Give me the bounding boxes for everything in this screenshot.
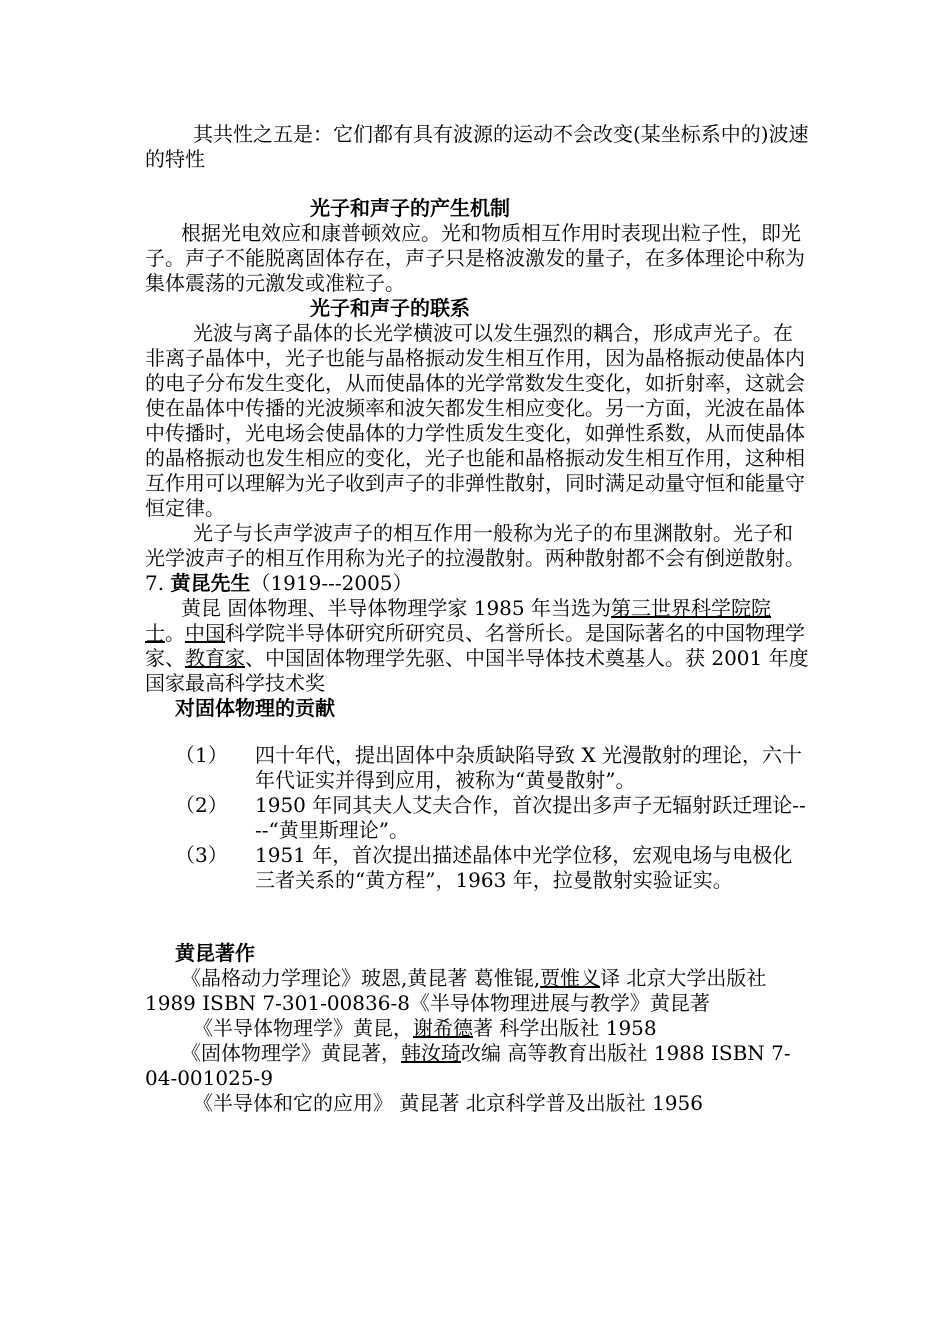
paragraph-scattering: 光子与长声学波声子的相互作用一般称为光子的布里渊散射。光子和光学波声子的相互作用称为光子的拉漫散射。两种散射都不会有倒逆散射。 [145,521,805,570]
document-page [145,122,810,1116]
heading-photon-phonon-relation: 光子和声子的联系 [310,296,470,320]
heading-generation-mechanism: 光子和声子的产生机制 [310,196,510,220]
link-educator[interactable]: 教育家 [185,646,245,670]
contribution-list [145,743,810,893]
section-name: 黄昆先生 [170,571,251,595]
paragraph-relation: 光波与离子晶体的长光学横波可以发生强烈的耦合，形成声光子。在非离子晶体中，光子也能与晶格振动发生相互作用，因为晶格振动使晶体内的电子分布发生变化，从而使晶体的光学常数发生变化，如折射率，这就会使在晶体中传播的光波频率和波矢都发生相应变化。另一方面，光波在晶体中传播时，光电场会使晶体的力学性质发生变化，如弹性系数，从而使晶体的晶格振动也发生相应的变化，光子也能和晶格振动发生相互作用，这种相互作用可以理解为光子收到声子的非弹性散射，同时满足动量守恒和能量守恒定律。 [145,321,805,520]
link-han-ruqi[interactable]: 韩汝琦 [401,1041,461,1065]
paragraph-commonality: 其共性之五是：它们都有具有波源的运动不会改变(某坐标系中的)波速的特性 [145,122,809,171]
list-item [145,793,810,843]
list-text: 四十年代，提出固体中杂质缺陷导致 X 光漫散射的理论，六十年代证实并得到应用，被称为“黄曼散射”。 [255,743,802,792]
link-xie-xide[interactable]: 谢希德 [413,1016,473,1040]
bio-text: 、中国固体物理学先驱、中国半导体技术奠基人。获 2001 年度国家最高科学技术奖 [145,646,809,695]
section-number: 7. [145,571,171,595]
life-years: （1919---2005） [250,571,413,595]
work-entry-semiconductor-applications: 《半导体和它的应用》 黄昆著 北京科学普及出版社 1956 [193,1091,703,1115]
work-text: 译 北京大学出版社 1989 ISBN 7-301-00836-8《半导体物理进展与教学》黄昆著 [145,966,767,1015]
work-text: 著 科学出版社 1958 [473,1016,657,1040]
work-text: 改编 高等教育出版社 1988 ISBN 7-04-001025-9 [145,1041,791,1090]
spacer [145,172,810,196]
heading-works: 黄昆著作 [175,941,255,965]
bio-text: 黄昆 固体物理、半导体物理学家 1985 年当选为 [181,596,611,620]
work-text: 《半导体物理学》黄昆， [193,1016,413,1040]
link-twas-academician[interactable]: 第三世界科学院院士 [145,596,771,645]
list-item [145,843,810,893]
work-text: 《晶格动力学理论》玻恩,黄昆著 葛惟锟, [181,966,541,990]
heading-huang-kun [145,571,810,596]
list-number: （2） [175,793,228,817]
link-jia-weiyi[interactable]: 贾惟义 [540,966,601,990]
bio-text: 。 [165,621,185,645]
work-entry-lattice-dynamics [145,966,810,1016]
list-number: （1） [175,743,228,767]
work-entry-solid-state-physics [145,1041,810,1091]
spacer [145,893,810,941]
list-item [145,743,810,793]
work-text: 《固体物理学》黄昆著， [181,1041,401,1065]
spacer [145,721,810,743]
work-entry-semiconductor-physics [145,1016,810,1041]
list-number: （3） [175,843,228,867]
link-china[interactable]: 中国 [185,621,225,645]
paragraph-mechanism: 根据光电效应和康普顿效应。光和物质相互作用时表现出粒子性，即光子。声子不能脱离固体存在，声子只是格波激发的量子，在多体理论中称为集体震荡的元激发或准粒子。 [145,221,805,295]
heading-contributions: 对固体物理的贡献 [175,696,335,720]
list-text: 1950 年同其夫人艾夫合作，首次提出多声子无辐射跃迁理论----“黄里斯理论”。 [255,793,806,842]
list-text: 1951 年，首次提出描述晶体中光学位移，宏观电场与电极化三者关系的“黄方程”，1963 年，拉曼散射实验证实。 [255,843,793,892]
bio-text: 科学院半导体研究所研究员、名誉所长。是国际著名的中国物理学家、 [145,621,805,670]
paragraph-biography [145,596,810,696]
